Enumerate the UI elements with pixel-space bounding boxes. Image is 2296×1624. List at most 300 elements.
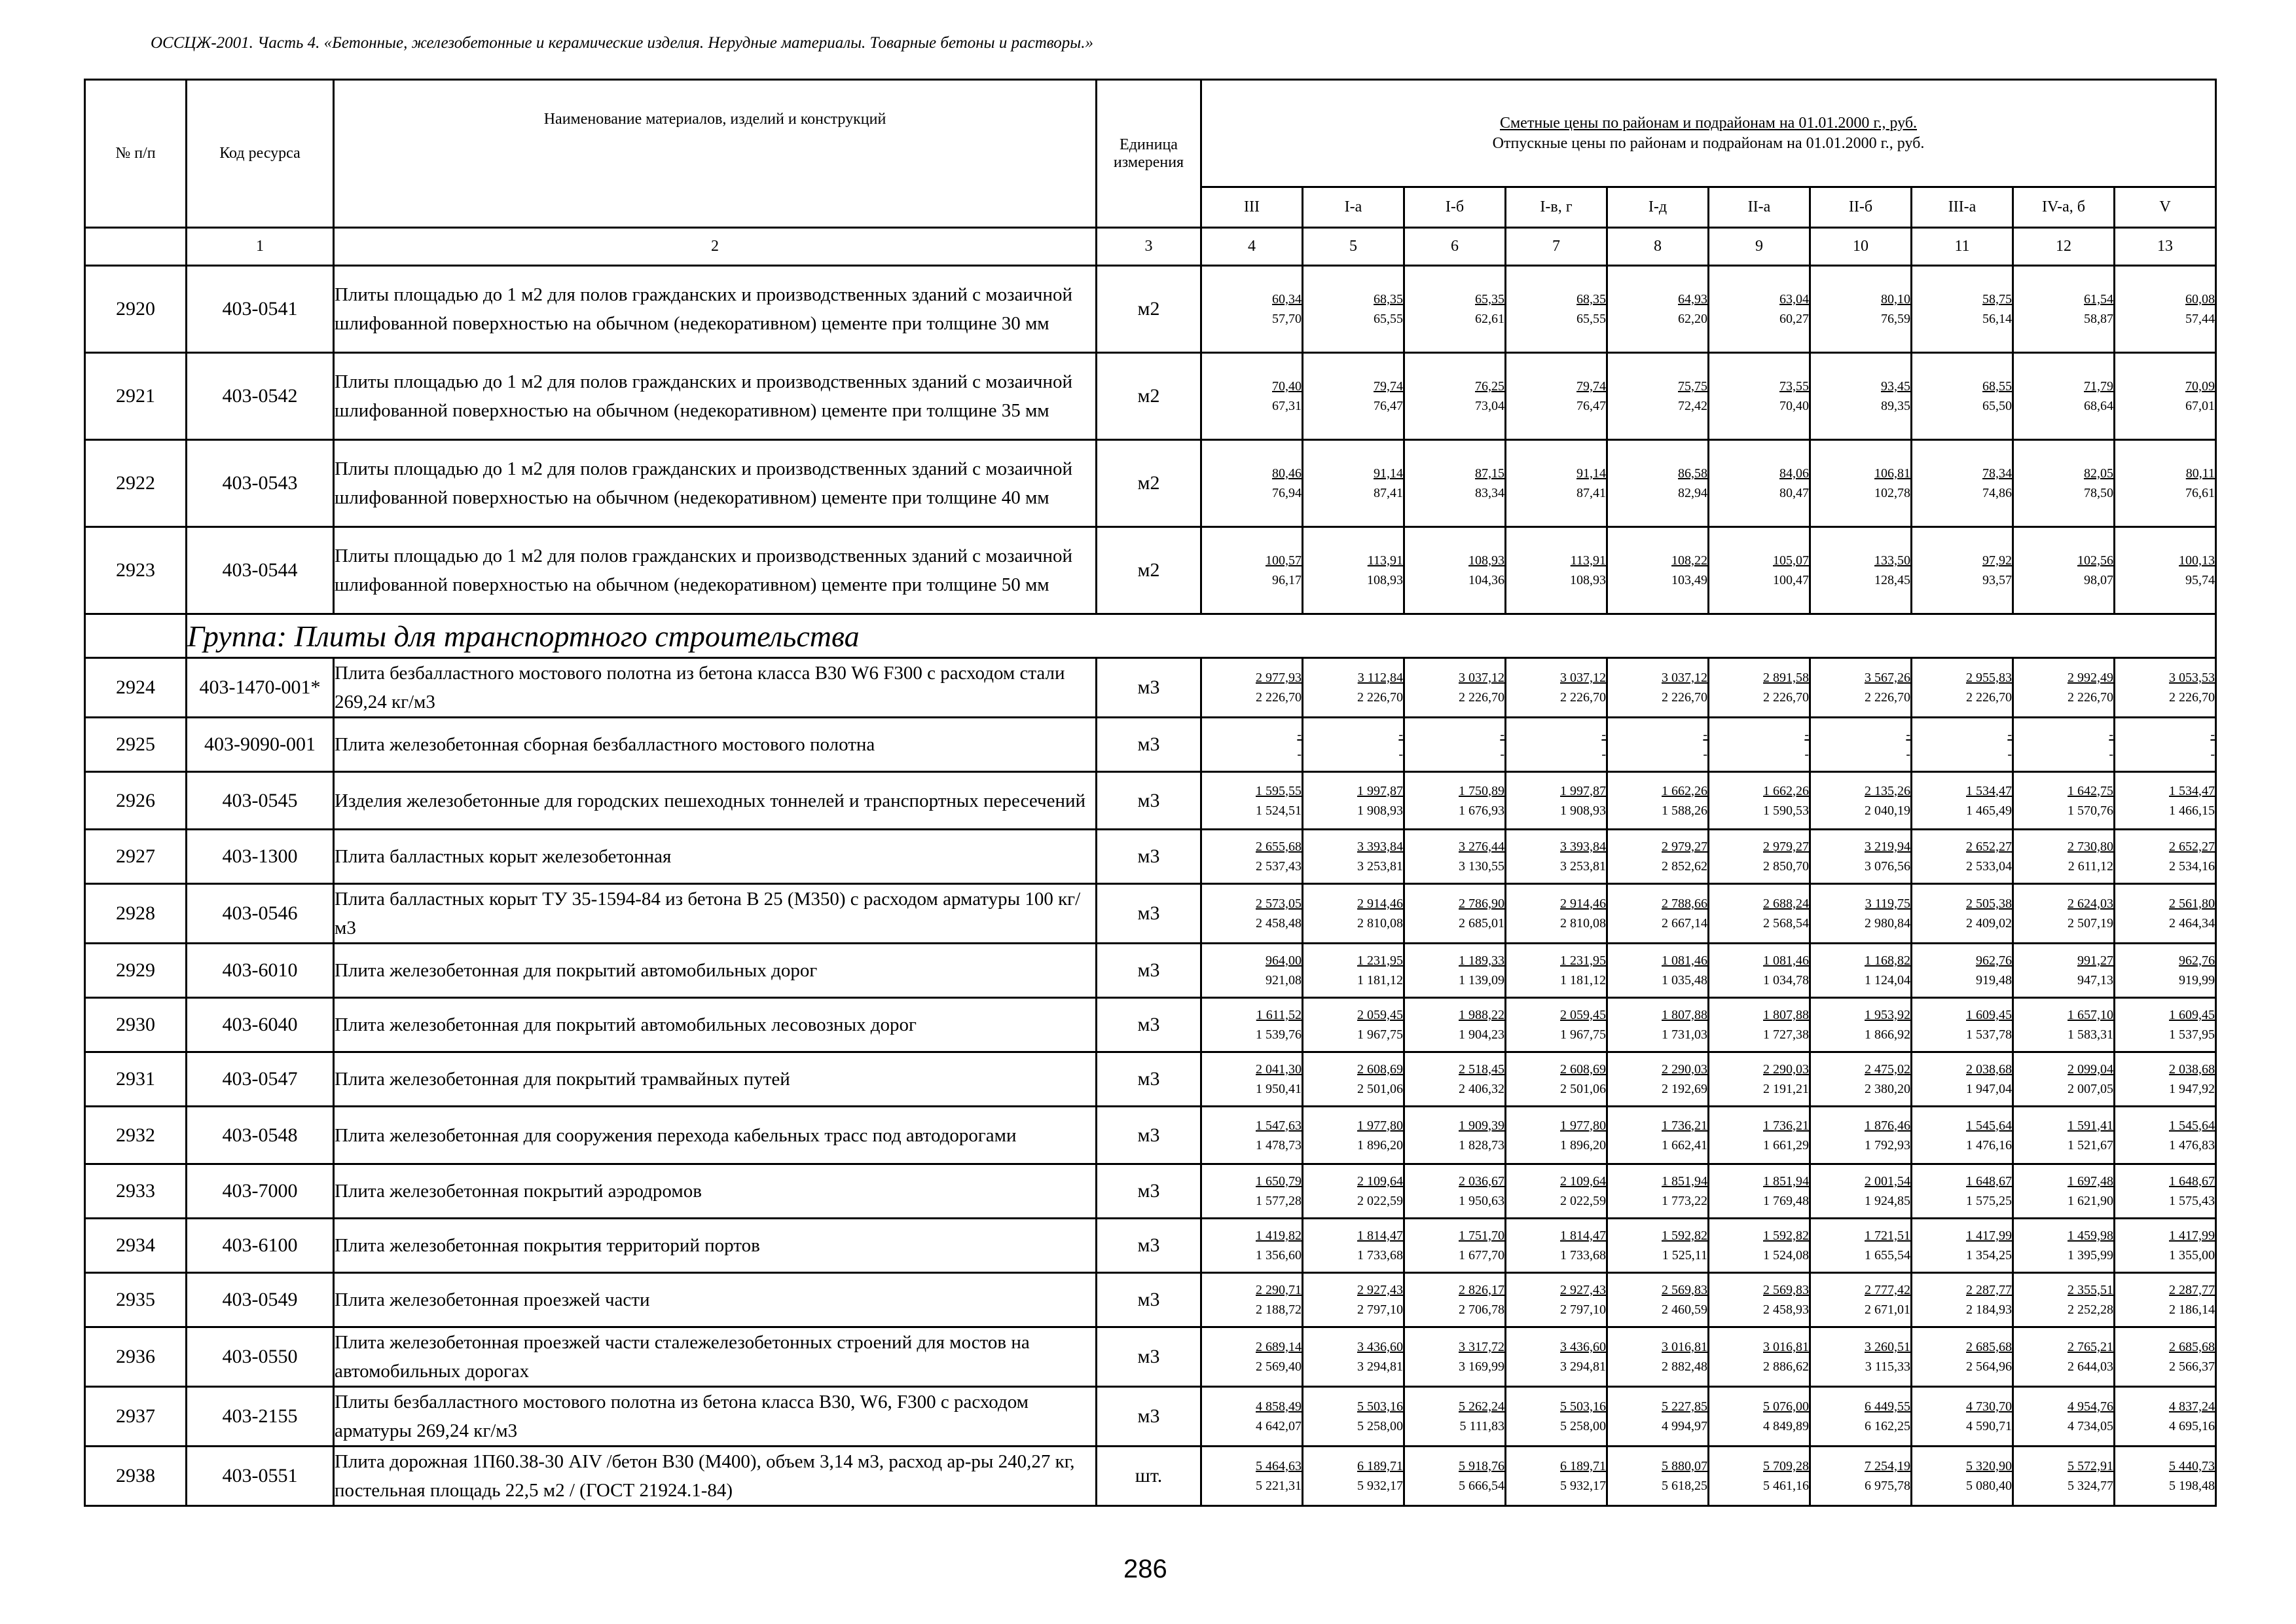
price-cell	[1607, 884, 1709, 944]
price-cell	[1506, 772, 1607, 830]
price-cell	[1607, 830, 1709, 884]
document-header: ОССЦЖ-2001. Часть 4. «Бетонные, железобетонные и керамические изделия. Нерудные материалы. Товарные бетоны и растворы.»	[151, 34, 1093, 52]
price-cell	[1912, 266, 2013, 353]
estimate-price: 7 254,19	[1865, 1459, 1910, 1473]
estimate-price: 5 464,63	[1256, 1459, 1302, 1473]
estimate-price: 5 572,91	[2068, 1459, 2113, 1473]
unit-of-measure: м3	[1097, 718, 1201, 772]
release-price: 2 566,37	[2169, 1359, 2215, 1374]
estimate-price: 2 685,68	[1966, 1340, 2012, 1354]
estimate-price: 2 786,90	[1459, 896, 1504, 911]
estimate-price: 2 561,80	[2169, 896, 2215, 911]
release-price: 76,94	[1272, 486, 1302, 500]
header-column-number: 10	[1810, 228, 1912, 266]
estimate-price: 3 317,72	[1459, 1340, 1504, 1354]
estimate-price: 2 652,27	[2169, 840, 2215, 854]
price-cell	[1709, 266, 1810, 353]
price-cell	[1404, 527, 1506, 614]
price-cell	[2115, 1273, 2216, 1327]
row-number: 2923	[85, 527, 187, 614]
header-column-number: 11	[1912, 228, 2013, 266]
price-cell	[1506, 1164, 1607, 1219]
release-price: 5 324,77	[2068, 1479, 2113, 1493]
release-price: 1 908,93	[1560, 803, 1606, 818]
release-price: -	[1906, 747, 1910, 762]
header-region: III	[1201, 187, 1303, 228]
header-column-number: 2	[334, 228, 1097, 266]
estimate-price: 68,35	[1374, 292, 1403, 306]
row-number: 2937	[85, 1387, 187, 1447]
price-cell	[2115, 830, 2216, 884]
estimate-price: 2 355,51	[2068, 1283, 2113, 1297]
estimate-price: -	[1297, 728, 1302, 742]
release-price: 2 797,10	[1357, 1302, 1403, 1317]
estimate-price: -	[1906, 728, 1910, 742]
price-cell	[1709, 998, 1810, 1052]
price-cell	[1607, 1447, 1709, 1506]
resource-code: 403-0550	[187, 1327, 334, 1387]
price-cell	[1303, 944, 1404, 998]
release-price: 1 828,73	[1459, 1137, 1504, 1153]
price-cell	[2013, 998, 2115, 1052]
release-price: 2 022,59	[1560, 1194, 1606, 1208]
estimate-price: 65,35	[1475, 292, 1504, 306]
release-price: 2 409,02	[1966, 916, 2012, 931]
item-name: Плита железобетонная проезжей части	[334, 1273, 1097, 1327]
estimate-price: 1 081,46	[1662, 953, 1707, 968]
price-cell	[1506, 718, 1607, 772]
estimate-price: 6 189,71	[1357, 1459, 1403, 1473]
estimate-price: 2 765,21	[2068, 1340, 2113, 1354]
price-cell	[1506, 1219, 1607, 1273]
price-cell	[1303, 527, 1404, 614]
resource-code: 403-1470-001*	[187, 658, 334, 718]
release-price: 1 124,04	[1865, 973, 1910, 987]
estimate-price: 2 569,83	[1662, 1283, 1707, 1297]
estimate-price: -	[1500, 728, 1504, 742]
release-price: 2 022,59	[1357, 1194, 1403, 1208]
estimate-price: 2 914,46	[1357, 896, 1403, 911]
release-price: 4 590,71	[1966, 1419, 2012, 1433]
release-price: 2 611,12	[2068, 859, 2113, 874]
release-price: 58,87	[2084, 312, 2113, 326]
item-name: Плита железобетонная для покрытий трамвайных путей	[334, 1052, 1097, 1107]
item-name: Плиты площадью до 1 м2 для полов гражданских и производственных зданий с мозаичной шлифованной поверхностью на обычном (недекоративном) цементе при толщине 30 мм	[334, 266, 1097, 353]
estimate-price: 80,10	[1881, 292, 1910, 306]
price-cell	[1607, 1107, 1709, 1164]
estimate-price: 3 016,81	[1763, 1340, 1809, 1354]
price-cell	[2115, 718, 2216, 772]
release-price: 5 258,00	[1560, 1419, 1606, 1433]
price-cell	[2115, 944, 2216, 998]
estimate-price: 2 518,45	[1459, 1062, 1504, 1077]
release-price: 1 947,92	[2169, 1082, 2215, 1096]
header-num: № п/п	[85, 80, 187, 228]
estimate-price: 1 851,94	[1763, 1174, 1809, 1189]
unit-of-measure: м3	[1097, 884, 1201, 944]
estimate-price: 5 440,73	[2169, 1459, 2215, 1473]
item-name: Плиты безбалластного мостового полотна из бетона класса В30, W6, F300 с расходом арматуры 269,24 кг/м3	[334, 1387, 1097, 1447]
release-price: 2 569,40	[1256, 1359, 1302, 1374]
estimate-price: 2 608,69	[1357, 1062, 1403, 1077]
price-cell	[1912, 1387, 2013, 1447]
release-price: 2 226,70	[1357, 690, 1403, 705]
estimate-price: 2 109,64	[1357, 1174, 1403, 1189]
row-number: 2925	[85, 718, 187, 772]
unit-of-measure: м3	[1097, 944, 1201, 998]
estimate-price: 2 038,68	[2169, 1062, 2215, 1077]
estimate-price: 82,05	[2084, 466, 2113, 481]
price-cell	[1303, 353, 1404, 440]
unit-of-measure: м2	[1097, 527, 1201, 614]
release-price: 128,45	[1874, 573, 1910, 587]
unit-of-measure: м3	[1097, 1273, 1201, 1327]
release-price: 62,61	[1475, 312, 1504, 326]
row-number: 2930	[85, 998, 187, 1052]
table-row	[85, 527, 2216, 614]
estimate-price: 2 955,83	[1966, 671, 2012, 685]
item-name: Плиты площадью до 1 м2 для полов гражданских и производственных зданий с мозаичной шлифованной поверхностью на обычном (недекоративном) цементе при толщине 40 мм	[334, 440, 1097, 527]
estimate-price: 2 652,27	[1966, 840, 2012, 854]
price-cell	[2115, 1052, 2216, 1107]
release-price: -	[1703, 747, 1707, 762]
item-name: Плита балластных корыт ТУ 35-1594-84 из бетона В 25 (М350) с расходом арматуры 100 кг/м3	[334, 884, 1097, 944]
estimate-price: 962,76	[1976, 953, 2012, 968]
price-cell	[1810, 1052, 1912, 1107]
header-column-number: 3	[1097, 228, 1201, 266]
unit-of-measure: м3	[1097, 1327, 1201, 1387]
prices-title-release: Отпускные цены по районам и подрайонам на 01.01.2000 г., руб.	[1492, 134, 1925, 152]
estimate-price: 2 573,05	[1256, 896, 1302, 911]
price-cell	[1709, 944, 1810, 998]
estimate-price: 2 992,49	[2068, 671, 2113, 685]
price-cell	[1506, 1327, 1607, 1387]
estimate-price: 1 642,75	[2068, 783, 2113, 798]
resource-code: 403-0546	[187, 884, 334, 944]
price-cell	[1810, 440, 1912, 527]
estimate-price: 78,34	[1982, 466, 2012, 481]
estimate-price: 1 168,82	[1865, 953, 1910, 968]
estimate-price: 5 503,16	[1357, 1399, 1403, 1414]
price-cell	[1810, 944, 1912, 998]
release-price: 2 188,72	[1256, 1302, 1302, 1317]
estimate-price: 87,15	[1475, 466, 1504, 481]
estimate-price: 2 290,03	[1763, 1062, 1809, 1077]
table-row	[85, 1052, 2216, 1107]
unit-of-measure: м2	[1097, 266, 1201, 353]
estimate-price: -	[2007, 728, 2012, 742]
price-cell	[1607, 658, 1709, 718]
release-price: 56,14	[1982, 312, 2012, 326]
estimate-price: 91,14	[1374, 466, 1403, 481]
price-cell	[1404, 440, 1506, 527]
table-row	[85, 998, 2216, 1052]
estimate-price: 6 189,71	[1560, 1459, 1606, 1473]
release-price: 76,47	[1374, 399, 1403, 413]
release-price: 2 226,70	[1256, 690, 1302, 705]
item-name: Изделия железобетонные для городских пешеходных тоннелей и транспортных пересечений	[334, 772, 1097, 830]
price-cell	[1709, 884, 1810, 944]
release-price: 95,74	[2185, 573, 2215, 587]
price-cell	[1709, 772, 1810, 830]
estimate-price: 102,56	[2077, 553, 2113, 568]
price-cell	[2013, 440, 2115, 527]
row-number: 2936	[85, 1327, 187, 1387]
price-cell	[1404, 658, 1506, 718]
release-price: 67,01	[2185, 399, 2215, 413]
estimate-price: 2 891,58	[1763, 671, 1809, 685]
estimate-price: 76,25	[1475, 379, 1504, 394]
estimate-price: 70,40	[1272, 379, 1302, 394]
price-cell	[1201, 884, 1303, 944]
group-title: Группа: Плиты для транспортного строительства	[187, 614, 2216, 658]
table-row	[85, 830, 2216, 884]
price-cell	[1303, 1387, 1404, 1447]
header-prices	[1201, 80, 2216, 187]
price-cell	[2115, 884, 2216, 944]
price-cell	[1506, 658, 1607, 718]
price-cell	[1303, 718, 1404, 772]
estimate-price: 58,75	[1982, 292, 2012, 306]
price-cell	[1709, 658, 1810, 718]
header-region: I-в, г	[1506, 187, 1607, 228]
release-price: 104,36	[1468, 573, 1504, 587]
header-column-number: 4	[1201, 228, 1303, 266]
price-cell	[1709, 830, 1810, 884]
release-price: 1 924,85	[1865, 1194, 1910, 1208]
estimate-price: 5 503,16	[1560, 1399, 1606, 1414]
price-cell	[1810, 1107, 1912, 1164]
header-column-number-blank	[85, 228, 187, 266]
price-cell	[1404, 353, 1506, 440]
table-row	[85, 1273, 2216, 1327]
estimate-price: 105,07	[1773, 553, 1809, 568]
estimate-price: 1 977,80	[1560, 1118, 1606, 1133]
estimate-price: 2 036,67	[1459, 1174, 1504, 1189]
release-price: 2 671,01	[1865, 1302, 1910, 1317]
price-cell	[1506, 1052, 1607, 1107]
release-price: 89,35	[1881, 399, 1910, 413]
release-price: 2 226,70	[1966, 690, 2012, 705]
price-cell	[1201, 944, 1303, 998]
row-number: 2932	[85, 1107, 187, 1164]
release-price: 6 162,25	[1865, 1419, 1910, 1433]
table-row	[85, 1327, 2216, 1387]
estimate-price: 1 997,87	[1357, 783, 1403, 798]
release-price: 1 662,41	[1662, 1137, 1707, 1153]
release-price: 1 866,92	[1865, 1027, 1910, 1042]
release-price: 65,55	[1576, 312, 1606, 326]
estimate-price: 84,06	[1779, 466, 1809, 481]
estimate-price: 1 807,88	[1763, 1008, 1809, 1022]
price-cell	[1607, 1387, 1709, 1447]
release-price: 65,50	[1982, 399, 2012, 413]
estimate-price: 3 016,81	[1662, 1340, 1707, 1354]
price-cell	[1404, 1387, 1506, 1447]
estimate-price: 2 927,43	[1357, 1283, 1403, 1297]
unit-of-measure: м3	[1097, 1052, 1201, 1107]
estimate-price: 2 038,68	[1966, 1062, 2012, 1077]
estimate-price: 1 736,21	[1662, 1118, 1707, 1133]
release-price: 1 727,38	[1763, 1027, 1809, 1042]
release-price: 78,50	[2084, 486, 2113, 500]
release-price: 1 577,28	[1256, 1194, 1302, 1208]
resource-code: 403-0543	[187, 440, 334, 527]
release-price: 919,48	[1976, 973, 2012, 987]
estimate-price: 3 037,12	[1560, 671, 1606, 685]
estimate-price: 2 041,30	[1256, 1062, 1302, 1077]
estimate-price: 2 001,54	[1865, 1174, 1910, 1189]
release-price: 1 524,08	[1763, 1248, 1809, 1263]
estimate-price: 1 736,21	[1763, 1118, 1809, 1133]
estimate-price: 2 287,77	[2169, 1283, 2215, 1297]
price-cell	[2013, 1052, 2115, 1107]
header-column-number: 8	[1607, 228, 1709, 266]
release-price: 1 476,83	[2169, 1137, 2215, 1153]
table-row	[85, 1219, 2216, 1273]
estimate-price: 5 076,00	[1763, 1399, 1809, 1414]
unit-of-measure: м3	[1097, 1107, 1201, 1164]
price-cell	[1607, 944, 1709, 998]
estimate-price: 2 290,71	[1256, 1283, 1302, 1297]
row-number: 2931	[85, 1052, 187, 1107]
price-cell	[1912, 1447, 2013, 1506]
price-cell	[1709, 440, 1810, 527]
group-blank	[85, 614, 187, 658]
estimate-price: 1 697,48	[2068, 1174, 2113, 1189]
estimate-price: 79,74	[1374, 379, 1403, 394]
estimate-price: 1 977,80	[1357, 1118, 1403, 1133]
estimate-price: 1 189,33	[1459, 953, 1504, 968]
item-name: Плита железобетонная для сооружения перехода кабельных трасс под автодорогами	[334, 1107, 1097, 1164]
item-name: Плита железобетонная для покрытий автомобильных дорог	[334, 944, 1097, 998]
release-price: 2 568,54	[1763, 916, 1809, 931]
release-price: 2 886,62	[1763, 1359, 1809, 1374]
estimate-price: 1 417,99	[1966, 1228, 2012, 1243]
price-cell	[1506, 944, 1607, 998]
price-cell	[1404, 1447, 1506, 1506]
estimate-price: 2 689,14	[1256, 1340, 1302, 1354]
release-price: 5 080,40	[1966, 1479, 2012, 1493]
release-price: 947,13	[2077, 973, 2113, 987]
release-price: 1 465,49	[1966, 803, 2012, 818]
estimate-price: -	[1804, 728, 1809, 742]
estimate-price: 2 979,27	[1763, 840, 1809, 854]
price-cell	[1810, 1327, 1912, 1387]
release-price: 1 947,04	[1966, 1082, 2012, 1096]
estimate-price: 3 112,84	[1357, 671, 1403, 685]
price-cell	[1303, 830, 1404, 884]
estimate-price: 1 547,63	[1256, 1118, 1302, 1133]
price-cell	[2013, 944, 2115, 998]
estimate-price: 100,13	[2179, 553, 2215, 568]
price-cell	[1201, 440, 1303, 527]
release-price: 4 849,89	[1763, 1419, 1809, 1433]
estimate-price: 100,57	[1266, 553, 1302, 568]
release-price: 2 980,84	[1865, 916, 1910, 931]
release-price: 3 294,81	[1560, 1359, 1606, 1374]
price-cell	[1303, 884, 1404, 944]
release-price: 2 667,14	[1662, 916, 1707, 931]
estimate-price: 4 730,70	[1966, 1399, 2012, 1414]
release-price: 102,78	[1874, 486, 1910, 500]
release-price: 2 797,10	[1560, 1302, 1606, 1317]
release-price: 2 191,21	[1763, 1082, 1809, 1096]
estimate-price: 3 037,12	[1662, 671, 1707, 685]
release-price: 1 733,68	[1560, 1248, 1606, 1263]
estimate-price: 2 979,27	[1662, 840, 1707, 854]
header-region: IV-а, б	[2013, 187, 2115, 228]
estimate-price: 63,04	[1779, 292, 1809, 306]
estimate-price: 6 449,55	[1865, 1399, 1910, 1414]
release-price: 1 904,23	[1459, 1027, 1504, 1042]
estimate-price: 3 436,60	[1560, 1340, 1606, 1354]
release-price: 1 478,73	[1256, 1137, 1302, 1153]
price-cell	[1506, 884, 1607, 944]
price-cell	[2013, 830, 2115, 884]
price-cell	[1303, 772, 1404, 830]
release-price: 108,93	[1570, 573, 1606, 587]
price-cell	[1404, 1273, 1506, 1327]
estimate-price: 3 393,84	[1357, 840, 1403, 854]
release-price: 2 533,04	[1966, 859, 2012, 874]
estimate-price: 113,91	[1367, 553, 1403, 568]
release-price: 100,47	[1773, 573, 1809, 587]
release-price: 1 537,95	[2169, 1027, 2215, 1042]
header-column-number: 9	[1709, 228, 1810, 266]
price-cell	[1201, 266, 1303, 353]
unit-of-measure: м2	[1097, 440, 1201, 527]
estimate-price: 1 814,47	[1357, 1228, 1403, 1243]
release-price: 2 537,43	[1256, 859, 1302, 874]
release-price: 1 034,78	[1763, 973, 1809, 987]
release-price: 5 111,83	[1459, 1419, 1504, 1433]
release-price: -	[2210, 747, 2215, 762]
price-cell	[1303, 1107, 1404, 1164]
estimate-price: 5 880,07	[1662, 1459, 1707, 1473]
price-cell	[1607, 998, 1709, 1052]
price-cell	[1709, 353, 1810, 440]
estimate-price: 3 436,60	[1357, 1340, 1403, 1354]
release-price: 3 076,56	[1865, 859, 1910, 874]
estimate-price: 1 419,82	[1256, 1228, 1302, 1243]
release-price: 3 253,81	[1560, 859, 1606, 874]
estimate-price: 1 648,67	[1966, 1174, 2012, 1189]
price-cell	[1506, 1107, 1607, 1164]
estimate-price: 5 709,28	[1763, 1459, 1809, 1473]
price-cell	[1404, 998, 1506, 1052]
release-price: 87,41	[1576, 486, 1606, 500]
release-price: 5 666,54	[1459, 1479, 1504, 1493]
release-price: -	[1398, 747, 1403, 762]
row-number: 2928	[85, 884, 187, 944]
estimate-price: 1 611,52	[1256, 1008, 1302, 1022]
table-row	[85, 944, 2216, 998]
release-price: 1 967,75	[1560, 1027, 1606, 1042]
release-price: 70,40	[1779, 399, 1809, 413]
unit-of-measure: м3	[1097, 658, 1201, 718]
unit-of-measure: м3	[1097, 830, 1201, 884]
release-price: 1 583,31	[2068, 1027, 2113, 1042]
price-cell	[1201, 527, 1303, 614]
release-price: 1 676,93	[1459, 803, 1504, 818]
release-price: 1 769,48	[1763, 1194, 1809, 1208]
header-name: Наименование материалов, изделий и конструкций	[334, 80, 1097, 228]
estimate-price: 97,92	[1982, 553, 2012, 568]
item-name: Плита железобетонная сборная безбалластного мостового полотна	[334, 718, 1097, 772]
release-price: 76,47	[1576, 399, 1606, 413]
estimate-price: 2 569,83	[1763, 1283, 1809, 1297]
